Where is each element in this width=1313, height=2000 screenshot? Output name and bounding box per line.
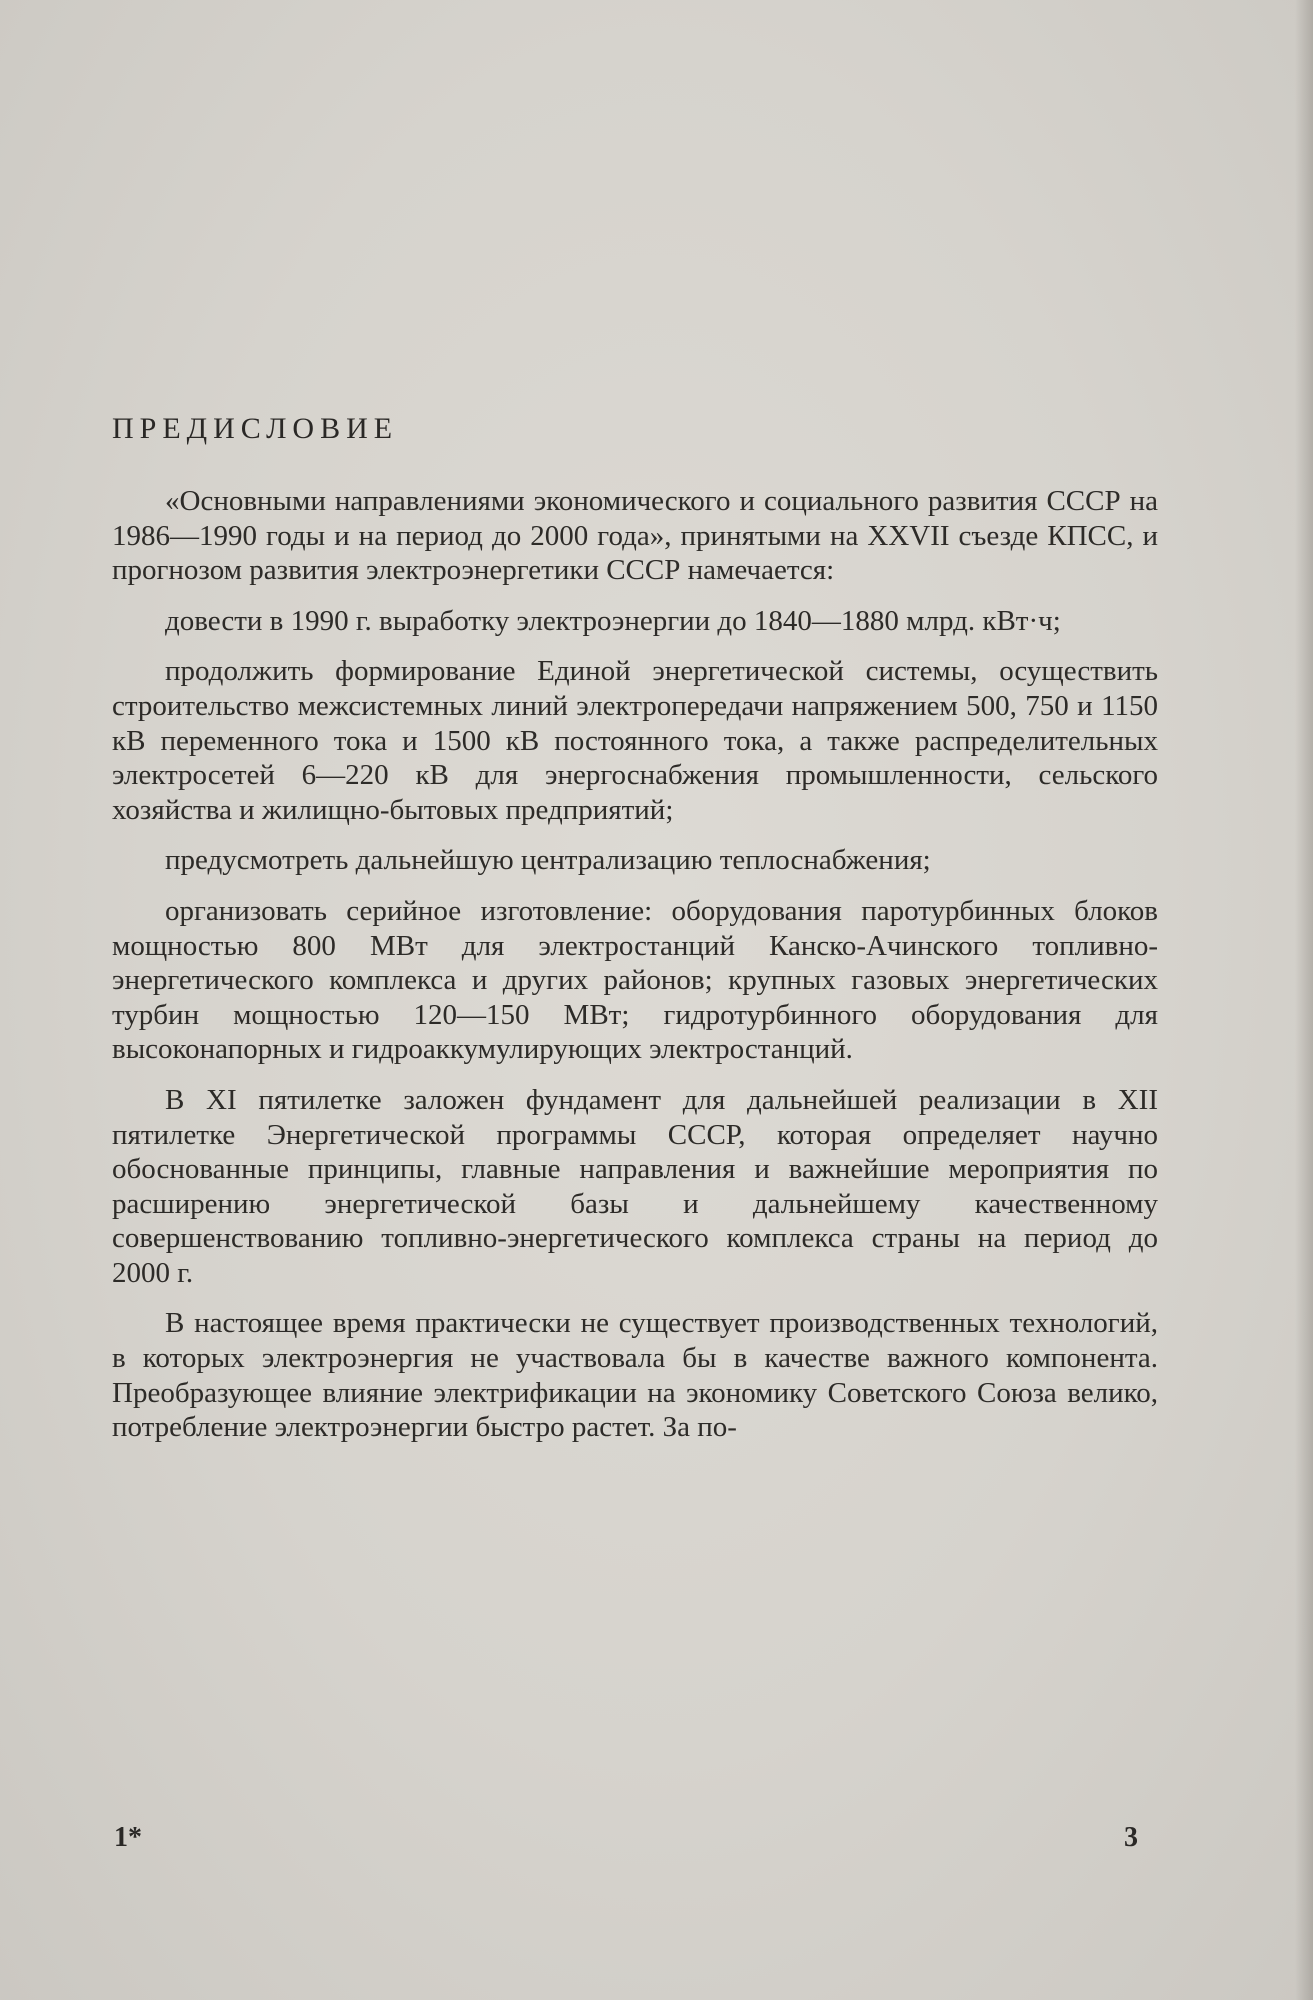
- paragraph-electricity-output: довести в 1990 г. выработку электроэнергии до 1840—1880 млрд. кВт·ч;: [165, 604, 1061, 637]
- paragraph-intro: «Основными направлениями экономического и социального развития СССР на 1986—1990 годы и на период до 2000 года», принятыми на XXVII съезде КПСС, и прогнозом развития электроэнергетики СССР намечается:: [112, 485, 1158, 587]
- paragraph-equipment: организовать серийное изготовление: оборудования паротурбинных блоков мощностью 800 МВт для электростанций Канско-Ачинского топливно-энергетического комплекса и других районов; крупных газовых энергетических турбин мощностью 120—150 МВт; гидротурбинного оборудования для высоконапорных и гидроаккумулирующих электростанций.: [112, 894, 1158, 1066]
- page-edge-shadow: [1295, 0, 1313, 2000]
- paragraph-electrification: В настоящее время практически не существует производственных технологий, в которых электроэнергия не участвовала бы в качестве важного компонента. Преобразующее влияние электрификации на экономику Советского Союза велико, потребление электроэнергии быстро растет. За по-: [112, 1307, 1158, 1444]
- page-number: 3: [1124, 1822, 1138, 1853]
- paragraph-five-year-plan: В XI пятилетке заложен фундамент для дальнейшей реализации в XII пятилетке Энергетической программы СССР, которая определяет научно обоснованные принципы, главные направления и важнейшие мероприятия по расширению энергетической базы и дальнейшему качественному совершенствованию топливно-энергетического комплекса страны на период до 2000 г.: [112, 1083, 1158, 1289]
- paragraph-heat-supply: предусмотреть дальнейшую централизацию теплоснабжения;: [165, 844, 931, 877]
- section-heading: ПРЕДИСЛОВИЕ: [112, 412, 399, 445]
- body-text: [112, 484, 1158, 1461]
- paragraph-energy-system: продолжить формирование Единой энергетической системы, осуществить строительство межсистемных линий электропередачи напряжением 500, 750 и 1150 кВ переменного тока и 1500 кВ постоянного тока, а также распределительных электросетей 6—220 кВ для энергоснабжения промышленности, сельского хозяйства и жилищно-бытовых предприятий;: [112, 655, 1158, 826]
- signature-mark: 1*: [114, 1822, 142, 1853]
